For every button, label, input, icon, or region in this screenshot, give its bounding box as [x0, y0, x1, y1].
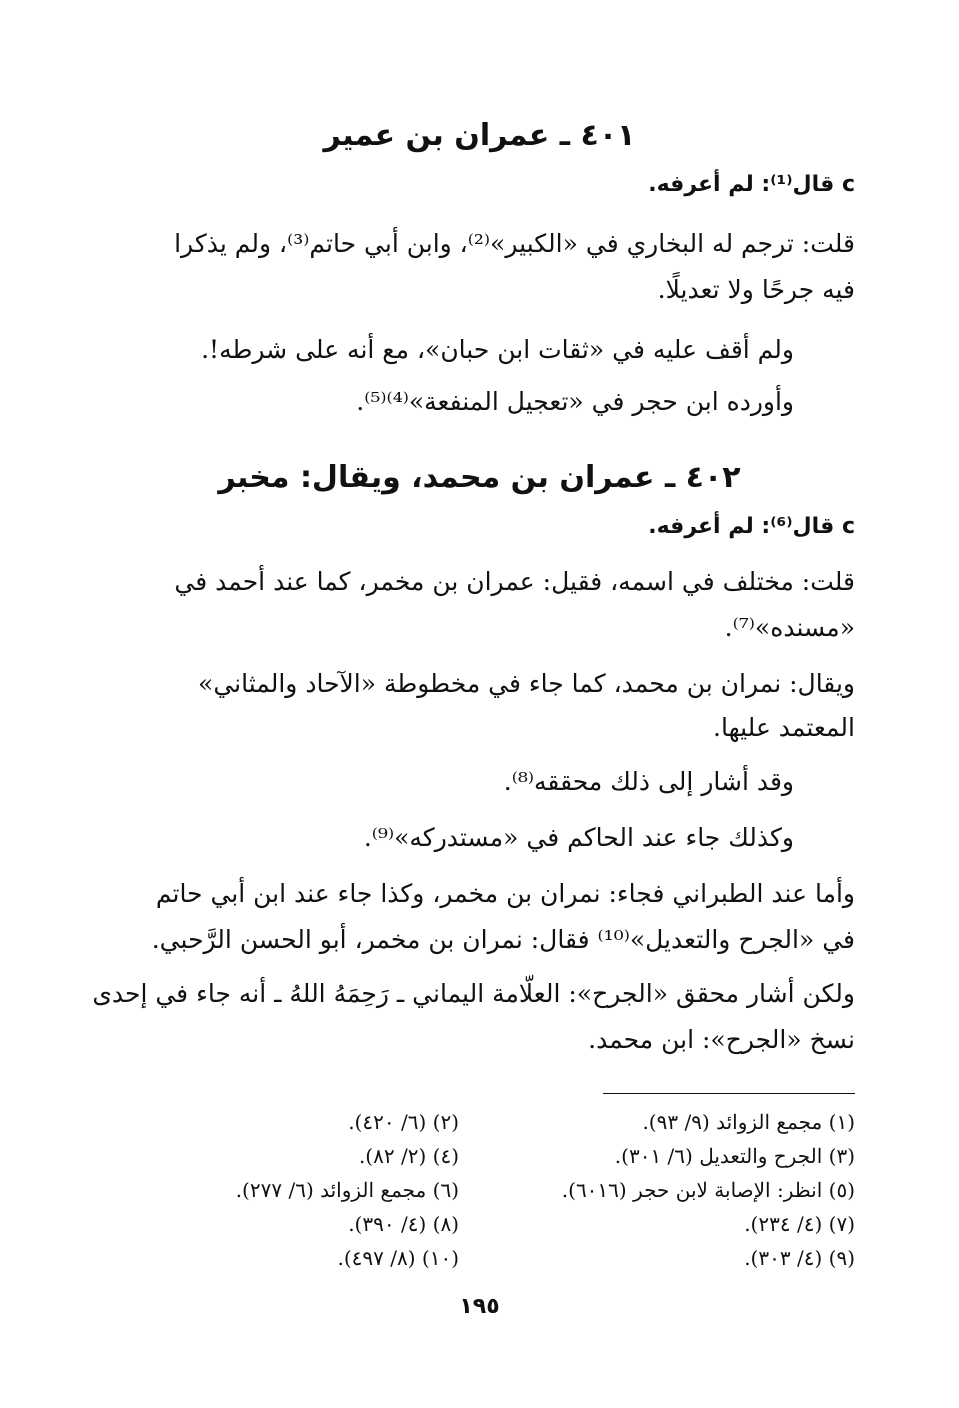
footnote-7: (٧) (٤/ ٢٣٤). [744, 1212, 855, 1236]
paragraph-line: في «الجرح والتعديل»⁽¹⁰⁾ فقال: نمران بن مخمر، أبو الحسن الرَّحبي. [151, 925, 855, 954]
footnote-3: (٣) الجرح والتعديل (٦/ ٣٠١). [614, 1144, 855, 1168]
footnote-2: (٢) (٦/ ٤٢٠). [348, 1110, 459, 1134]
paragraph-line: وأورده ابن حجر في «تعجيل المنفعة»⁽⁴⁾⁽⁵⁾. [356, 387, 794, 416]
paragraph-line: قلت: مختلف في اسمه، فقيل: عمران بن مخمر، كما عند أحمد في [174, 567, 855, 596]
entry-heading-401: ٤٠١ ـ عمران بن عمير [323, 118, 636, 153]
paragraph-line: «مسنده»⁽⁷⁾. [724, 613, 855, 642]
footnote-4: (٤) (٢/ ٨٢). [358, 1144, 459, 1168]
paragraph-line: ويقال: نمران بن محمد، كما جاء في مخطوطة «الآحاد والمثاني» [198, 669, 855, 698]
footnote-1: (١) مجمع الزوائد (٩/ ٩٣). [642, 1110, 855, 1134]
qala-line-401: c قال⁽¹⁾: لم أعرفه. [648, 172, 855, 197]
paragraph-line: قلت: ترجم له البخاري في «الكبير»⁽²⁾، وابن أبي حاتم⁽³⁾، ولم يذكرا [174, 229, 855, 258]
footnote-8: (٨) (٤/ ٣٩٠). [348, 1212, 459, 1236]
paragraph-line: نسخ «الجرح»: ابن محمد. [588, 1025, 855, 1054]
paragraph-line: ولكن أشار محقق «الجرح»: العلّامة اليماني ـ رَحِمَهُ اللهُ ـ أنه جاء في إحدى [92, 979, 855, 1008]
footnote-6: (٦) مجمع الزوائد (٦/ ٢٧٧). [235, 1178, 459, 1202]
page-number: ١٩٥ [459, 1294, 500, 1319]
paragraph-line: ولم أقف عليه في «ثقات ابن حبان»، مع أنه على شرطه!. [201, 335, 794, 364]
footnote-5: (٥) انظر: الإصابة لابن حجر (٦٠١٦). [561, 1178, 855, 1202]
footnote-9: (٩) (٤/ ٣٠٣). [744, 1246, 855, 1270]
qala-line-402: c قال⁽⁶⁾: لم أعرفه. [648, 514, 855, 539]
paragraph-line: وأما عند الطبراني فجاء: نمران بن مخمر، وكذا جاء عند ابن أبي حاتم [155, 879, 855, 908]
footnote-divider [603, 1093, 855, 1094]
paragraph-line: وكذلك جاء عند الحاكم في «مستدركه»⁽⁹⁾. [363, 823, 794, 852]
paragraph-line: المعتمد عليها. [713, 713, 855, 742]
paragraph-line: وقد أشار إلى ذلك محققه⁽⁸⁾. [503, 767, 794, 796]
paragraph-line: فيه جرحًا ولا تعديلًا. [657, 275, 855, 304]
entry-heading-402: ٤٠٢ ـ عمران بن محمد، ويقال: مخبر [218, 460, 741, 495]
footnote-10: (١٠) (٨/ ٤٩٧). [337, 1246, 459, 1270]
